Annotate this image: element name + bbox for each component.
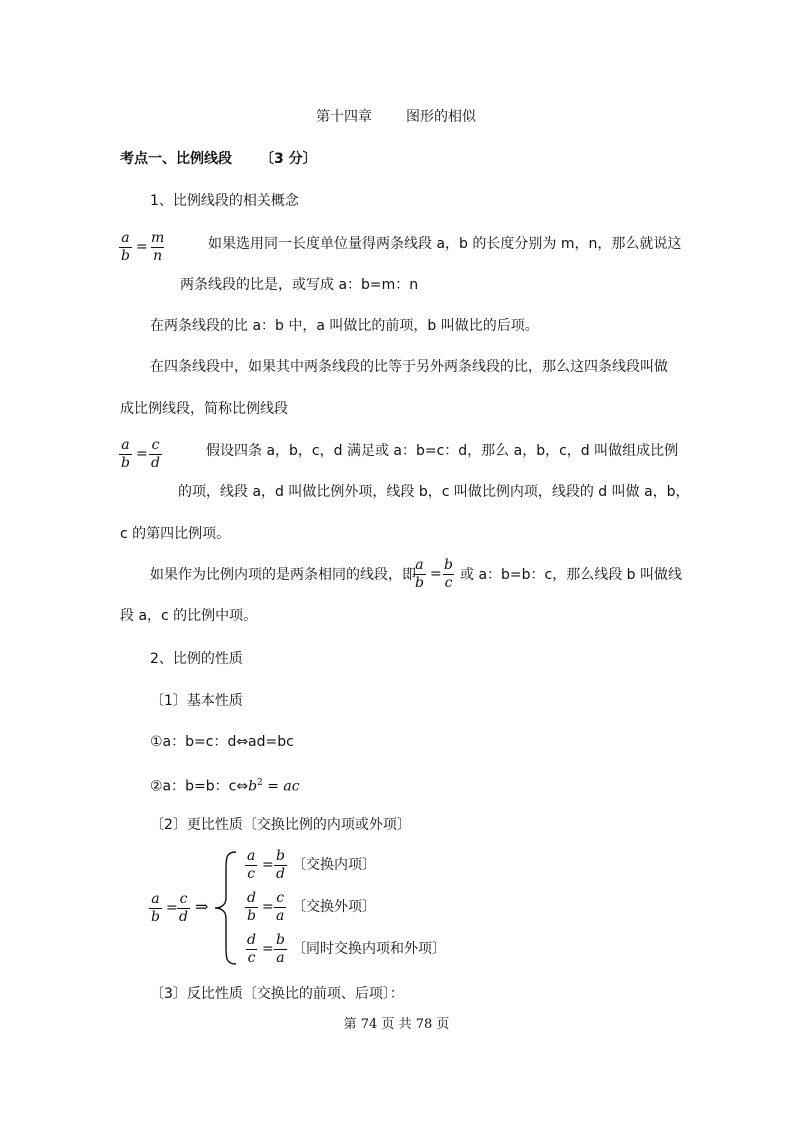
property-title: 〔3〕反比性质〔交换比的前项、后项〕： <box>150 986 404 1002</box>
numerator: a <box>121 230 130 246</box>
fraction-m-over-n <box>149 230 166 265</box>
paragraph-line: 在两条线段的比 a：b 中，a 叫做比的前项，b 叫做比的后项。 <box>150 318 539 334</box>
property-title: 〔2〕更比性质〔交换比例的内项或外项〕 <box>150 817 411 833</box>
section-score: 〔3 分〕 <box>260 151 317 167</box>
numerator: a <box>121 437 130 453</box>
numerator: c <box>276 890 285 906</box>
denominator: a <box>276 908 285 924</box>
paragraph-line: 如果选用同一长度单位量得两条线段 a，b 的长度分别为 m，n，那么就说这 <box>208 236 682 252</box>
property-title: 〔1〕基本性质 <box>150 693 243 709</box>
curly-brace-icon <box>212 850 238 966</box>
paragraph-line: 在四条线段中，如果其中两条线段的比等于另外两条线段的比，那么这四条线段叫做 <box>150 359 668 375</box>
rule-label: 〔交换内项〕 <box>292 857 376 873</box>
numerator: a <box>151 891 160 907</box>
paragraph-line: 成比例线段，简称比例线段 <box>120 401 288 417</box>
numerator: d <box>247 932 256 948</box>
rule-label: 〔交换外项〕 <box>292 899 376 915</box>
denominator: a <box>276 950 285 966</box>
fraction-c-over-d <box>149 437 162 472</box>
property-item <box>150 774 300 796</box>
equals-sign: = <box>136 446 148 462</box>
denominator: b <box>247 908 256 924</box>
numerator: a <box>247 848 256 864</box>
numerator: a <box>415 557 424 573</box>
fraction-c-over-a <box>274 890 286 925</box>
denominator: b <box>151 909 160 925</box>
rule-label: 〔同时交换内项和外项〕 <box>292 941 446 957</box>
fraction-a-over-b <box>149 891 162 926</box>
equals-sign: = <box>262 857 274 873</box>
numerator: c <box>151 437 160 453</box>
denominator: d <box>151 455 160 471</box>
equals-sign: = <box>262 899 274 915</box>
fraction-b-over-d <box>274 848 287 883</box>
paragraph-line: 段 a，c 的比例中项。 <box>120 608 258 624</box>
numerator: b <box>444 557 453 573</box>
property-item-text: ②a：b=b：c⇔ <box>150 778 249 795</box>
chapter-title: 图形的相似 <box>406 109 476 125</box>
paragraph-line: c 的第四比例项。 <box>120 526 231 542</box>
chapter-number: 第十四章 <box>316 109 372 125</box>
numerator: m <box>151 230 165 246</box>
subsection-heading-1: 1、比例线段的相关概念 <box>150 193 299 209</box>
equals-sign: = <box>166 900 178 916</box>
fraction-d-over-b <box>245 890 258 925</box>
numerator: c <box>179 891 188 907</box>
denominator: b <box>121 455 130 471</box>
denominator: d <box>179 909 188 925</box>
numerator: d <box>247 890 256 906</box>
implies-arrow: ⇒ <box>195 897 209 916</box>
fraction-a-over-b <box>119 437 132 472</box>
equation-rest: = ac <box>262 778 300 795</box>
paragraph-line: 的项，线段 a，d 叫做比例外项，线段 b，c 叫做比例内项，线段的 d 叫做 a，b， <box>178 484 690 500</box>
paragraph-line: 两条线段的比是，或写成 a：b=m：n <box>180 277 419 293</box>
denominator: c <box>444 575 453 591</box>
subsection-heading-2: 2、比例的性质 <box>150 651 243 667</box>
numerator: b <box>276 932 285 948</box>
fraction-b-over-a <box>274 932 287 967</box>
paragraph-line: 或 a：b=b：c，那么线段 b 叫做线 <box>460 567 683 583</box>
denominator: d <box>276 866 285 882</box>
paragraph-line: 如果作为比例内项的是两条相同的线段，即 <box>150 567 416 583</box>
fraction-a-over-b <box>413 557 426 592</box>
fraction-a-over-c <box>245 848 257 883</box>
denominator: b <box>121 248 130 264</box>
page-footer: 第 74 页 共 78 页 <box>343 1017 450 1032</box>
denominator: c <box>247 866 256 882</box>
fraction-a-over-b <box>119 230 132 265</box>
equals-sign: = <box>262 941 274 957</box>
fraction-d-over-c <box>245 932 258 967</box>
fraction-c-over-d <box>177 891 190 926</box>
numerator: b <box>276 848 285 864</box>
paragraph-line: 假设四条 a，b，c，d 满足或 a：b=c：d，那么 a，b，c，d 叫做组成比例 <box>206 443 679 459</box>
property-item: ①a：b=c：d⇔ad=bc <box>150 734 294 750</box>
denominator: c <box>247 950 256 966</box>
equals-sign: = <box>430 566 442 582</box>
section-title: 考点一、比例线段 <box>120 151 232 167</box>
equals-sign: = <box>136 239 148 255</box>
denominator: b <box>415 575 424 591</box>
denominator: n <box>153 248 163 264</box>
variable-b: b <box>248 778 258 795</box>
fraction-b-over-c <box>442 557 455 592</box>
exponent: 2 <box>257 778 263 788</box>
